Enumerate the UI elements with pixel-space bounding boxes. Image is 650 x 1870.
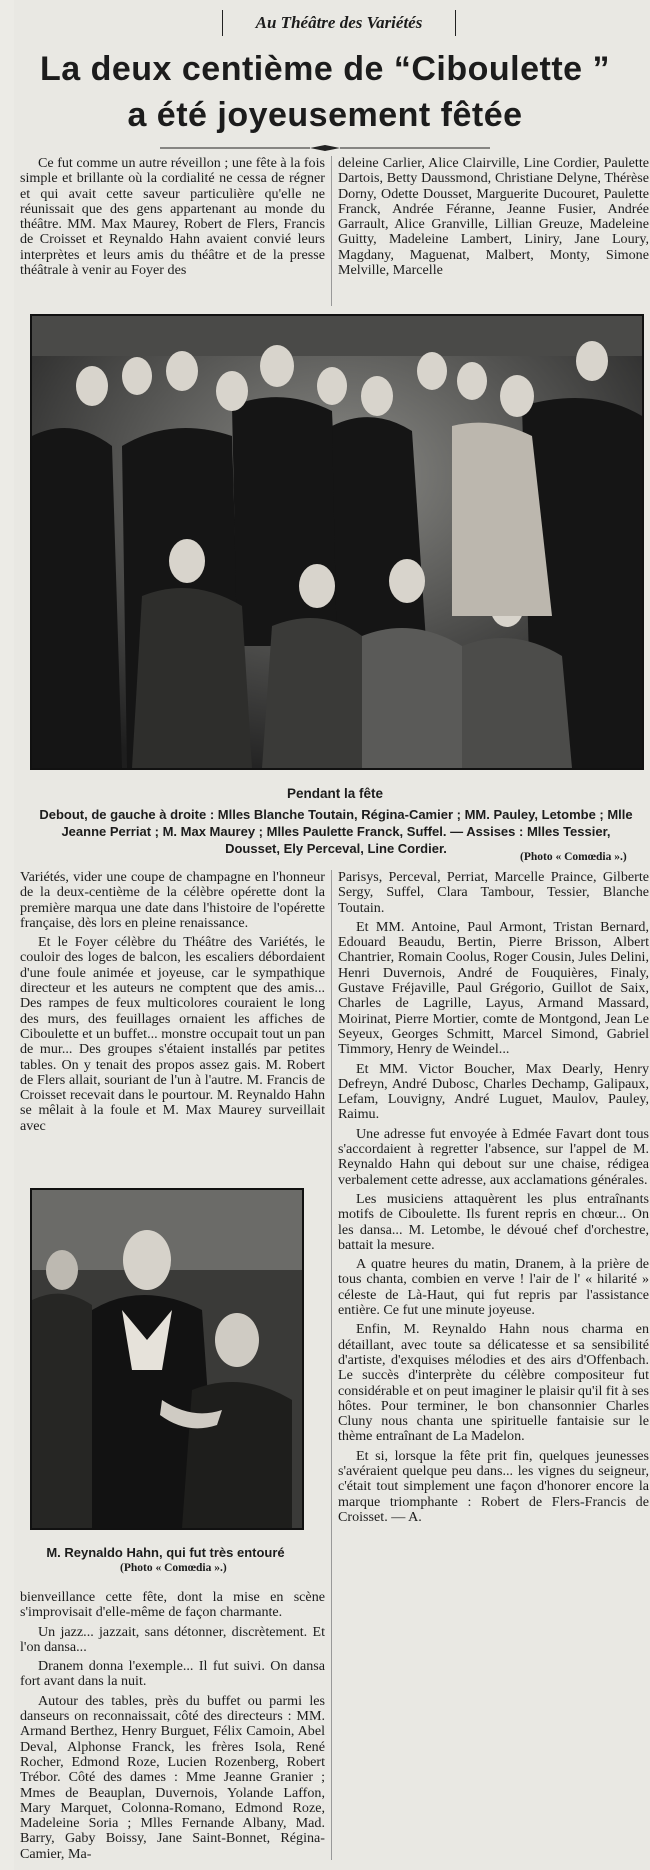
paragraph: Ce fut comme un autre réveillon ; une fête à la fois simple et brillante où la cordialité ne cessa de régner et qui avait cette saveur particulière qu'elle ne réunissait que des gens appartenant au monde du théâtre. MM. Max Maurey, Robert de Flers, Francis de Croisset et Reynaldo Hahn avaient convié leurs interprètes et leurs amis du théâtre et de la presse théâtrale à venir au Foyer des [20, 155, 325, 279]
paragraph: Dranem donna l'exemple... Il fut suivi. On dansa fort avant dans la nuit. [20, 1658, 325, 1690]
paragraph: bienveillance cette fête, dont la mise en scène s'improvisait d'elle-même de façon charmante. [20, 1589, 325, 1621]
paragraph: Une adresse fut envoyée à Edmée Favart dont tous s'accordaient à regretter l'absence, sur l'appel de M. Reynaldo Hahn qui debout sur une chaise, rédigea verbalement cette adresse, aux acclamations générales. [338, 1125, 649, 1188]
column-divider [331, 870, 332, 1860]
paragraph: Autour des tables, près du buffet ou parmi les danseurs on reconnaissait, côté des directeurs : MM. Armand Berthez, Henry Burguet, Félix Camoin, Abel Deval, Alphonse Franck, les frères Isola, René Rocher, Edmond Roze, Lucien Rozenberg, Robert Trébor. Côté des dames : Mme Jeanne Granier ; Mmes de Beauplan, Duvernois, Yolande Laffon, Mary Marquet, Colonna-Romano, Edmond Roze, Madeleine Soria ; Mlles Fernande Albany, Mad. Barry, Gaby Boissy, Jane Saint-Bonnet, Régina-Camier, Ma- [20, 1692, 325, 1862]
photo-credit: (Photo « Comœdia ».) [520, 851, 627, 863]
paragraph: Et si, lorsque la fête prit fin, quelques jeunesses s'avéraient quelque peu dans... les vignes du seigneur, c'était tout simplement une façon d'honorer encore la marque triomphante : Robert de Flers-Francis de Croisset. — A. [338, 1447, 649, 1525]
paragraph: Enfin, M. Reynaldo Hahn nous charma en détaillant, avec toute sa délicatesse et sa sensibilité d'artiste, d'exquises mélodies et des airs d'Offenbach. Le succès d'interprète du célèbre compositeur fut considérable et on peut imaginer le plaisir qu'il fit à ses hôtes. Pour terminer, le bon chansonnier Charles Cluny nous chanta une spirituelle fantaisie sur le thème entraînant de La Madelon. [338, 1321, 649, 1445]
portrait-photo [30, 1188, 304, 1530]
headline-line-1: La deux centième de “Ciboulette ” [39, 50, 611, 88]
left-column-bottom [20, 1590, 325, 1862]
paragraph: Parisys, Perceval, Perriat, Marcelle Praince, Gilberte Sergy, Suffel, Clara Tambour, Tessier, Blanche Toutain. [338, 869, 649, 916]
group-photo [30, 314, 644, 770]
photo-caption: Debout, de gauche à droite : Mlles Blanche Toutain, Régina-Camier ; MM. Pauley, Letombe ; Mlle Jeanne Perriat ; M. Max Maurey ; Mlles Paulette Franck, Suffel. — Assises : Mlles Tessier, Dousset, Ely Perceval, Line Cordier. [39, 807, 633, 856]
headline-line-2: a été joyeusement fêtée [127, 96, 523, 134]
paragraph: Les musiciens attaquèrent les plus entraînants motifs de Ciboulette. Ils furent repris en chœur... On les dansa... M. Letombe, le dévoué chef d'orchestre, battait la mesure. [338, 1190, 649, 1253]
paragraph: Et MM. Antoine, Paul Armont, Tristan Bernard, Edouard Beaudu, Bertin, Pierre Brisson, Albert Chantrier, Romain Coolus, Roger Cousin, Jules Delini, Henri Duvernois, André de Fouquières, Finaly, Gustave Fréjaville, Paul Grégorio, Guillot de Saix, Charles de Lagrille, Layus, Armand Massard, Moirinat, Pierre Mortier, comte de Montgond, Jean Le Seyeux, Georges Schmitt, Marcel Simond, Gabriel Timmory, Henry de Weindel... [338, 918, 649, 1058]
paragraph: Un jazz... jazzait, sans détonner, discrètement. Et l'on dansa... [20, 1623, 325, 1655]
portrait-credit: (Photo « Comœdia ».) [120, 1562, 227, 1574]
group-photo-image [32, 316, 642, 768]
left-column-middle [20, 870, 325, 1134]
intro-right-column [338, 156, 649, 278]
photo-caption-title: Pendant la fête [286, 786, 384, 801]
rubric-label: Au Théâtre des Variétés [222, 10, 456, 36]
paragraph: Variétés, vider une coupe de champagne en l'honneur de la deux-centième de la célèbre opérette dont la première marqua une date dans l'histoire de l'opérette française, dès lors en pleine renaissance. [20, 869, 325, 931]
ornament-rule [160, 145, 490, 151]
headline [20, 46, 630, 138]
portrait-caption: M. Reynaldo Hahn, qui fut très entouré [46, 1545, 285, 1560]
paragraph: Et le Foyer célèbre du Théâtre des Variétés, le couloir des loges de balcon, les escaliers débordaient d'une foule animée et joyeuse, car le sympathique directeur et les auteurs ne comptent que des amis... Des rampes de feux multicolores couraient le long des murs, des feuillages ornaient les affiches de Ciboulette et un buffet... monstre occupait tout un pan de mur... Des groupes s'étaient installés par petites tables. On y tenait des propos assez gais. M. Robert de Flers allait, souriant de l'un à l'autre. M. Francis de Croisset recevait dans le pourtour. M. Reynaldo Hahn se mêlait à la foule et M. Max Maurey surveillait avec [20, 934, 325, 1134]
paragraph: Et MM. Victor Boucher, Max Dearly, Henry Defreyn, André Dubosc, Charles Dechamp, Galipaux, Lefam, Louvigny, André Luguet, Maulov, Pauley, Raimu. [338, 1060, 649, 1123]
paragraph: A quatre heures du matin, Dranem, à la prière de tous chanta, combien en verve ! l'air de l' « hilarité » céleste de Là-Haut, qui fut repris par l'assistance entière. Ce fut une minute joyeuse. [338, 1256, 649, 1319]
right-column [338, 870, 649, 1525]
portrait-photo-image [32, 1190, 302, 1528]
paragraph: deleine Carlier, Alice Clairville, Line Cordier, Paulette Dartois, Betty Daussmond, Christiane Delyne, Thérèse Dorny, Odette Dousset, Marguerite Ducouret, Paulette Franck, Andrée Féranne, Jeanne Fusier, Andrée Garrault, Alice Granville, Lillian Greuze, Madeleine Guitty, Madeleine Lambert, Liniry, Jane Loury, Magdany, Maguenat, Malbert, Monty, Simone Melville, Marcelle [338, 155, 649, 279]
intro-left-column [20, 156, 325, 278]
column-divider [331, 156, 332, 306]
